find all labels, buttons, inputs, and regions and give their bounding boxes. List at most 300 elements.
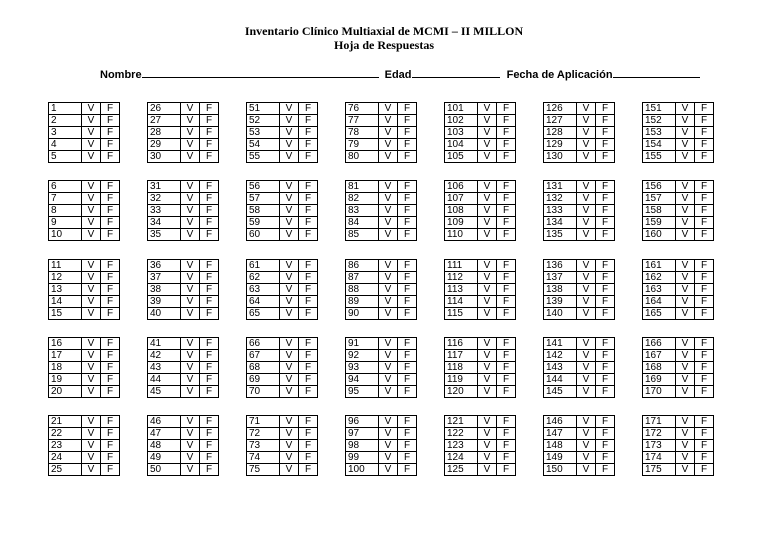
false-option[interactable]: F	[200, 350, 219, 362]
true-option[interactable]: V	[82, 440, 101, 452]
true-option[interactable]: V	[181, 386, 200, 398]
true-option[interactable]: V	[478, 139, 497, 151]
true-option[interactable]: V	[577, 308, 596, 320]
false-option[interactable]: F	[695, 217, 714, 229]
false-option[interactable]: F	[299, 296, 318, 308]
false-option[interactable]: F	[101, 229, 120, 241]
true-option[interactable]: V	[379, 296, 398, 308]
true-option[interactable]: V	[676, 127, 695, 139]
true-option[interactable]: V	[577, 416, 596, 428]
false-option[interactable]: F	[101, 464, 120, 476]
true-option[interactable]: V	[577, 440, 596, 452]
true-option[interactable]: V	[181, 284, 200, 296]
true-option[interactable]: V	[280, 338, 299, 350]
false-option[interactable]: F	[299, 374, 318, 386]
false-option[interactable]: F	[695, 464, 714, 476]
true-option[interactable]: V	[676, 386, 695, 398]
true-option[interactable]: V	[181, 428, 200, 440]
false-option[interactable]: F	[101, 452, 120, 464]
false-option[interactable]: F	[200, 308, 219, 320]
true-option[interactable]: V	[577, 338, 596, 350]
true-option[interactable]: V	[478, 386, 497, 398]
true-option[interactable]: V	[577, 296, 596, 308]
true-option[interactable]: V	[280, 350, 299, 362]
false-option[interactable]: F	[299, 205, 318, 217]
false-option[interactable]: F	[695, 284, 714, 296]
false-option[interactable]: F	[596, 103, 615, 115]
false-option[interactable]: F	[596, 296, 615, 308]
false-option[interactable]: F	[497, 127, 516, 139]
true-option[interactable]: V	[478, 350, 497, 362]
true-option[interactable]: V	[478, 308, 497, 320]
true-option[interactable]: V	[280, 296, 299, 308]
false-option[interactable]: F	[200, 416, 219, 428]
true-option[interactable]: V	[577, 350, 596, 362]
false-option[interactable]: F	[398, 416, 417, 428]
false-option[interactable]: F	[596, 272, 615, 284]
false-option[interactable]: F	[398, 350, 417, 362]
true-option[interactable]: V	[676, 374, 695, 386]
false-option[interactable]: F	[299, 452, 318, 464]
false-option[interactable]: F	[299, 229, 318, 241]
true-option[interactable]: V	[478, 338, 497, 350]
false-option[interactable]: F	[497, 416, 516, 428]
true-option[interactable]: V	[181, 229, 200, 241]
false-option[interactable]: F	[398, 229, 417, 241]
false-option[interactable]: F	[200, 374, 219, 386]
false-option[interactable]: F	[596, 181, 615, 193]
true-option[interactable]: V	[577, 260, 596, 272]
false-option[interactable]: F	[497, 440, 516, 452]
true-option[interactable]: V	[676, 464, 695, 476]
true-option[interactable]: V	[181, 362, 200, 374]
false-option[interactable]: F	[299, 139, 318, 151]
true-option[interactable]: V	[577, 452, 596, 464]
true-option[interactable]: V	[82, 428, 101, 440]
true-option[interactable]: V	[676, 217, 695, 229]
true-option[interactable]: V	[82, 151, 101, 163]
true-option[interactable]: V	[478, 127, 497, 139]
true-option[interactable]: V	[280, 452, 299, 464]
true-option[interactable]: V	[379, 440, 398, 452]
true-option[interactable]: V	[82, 181, 101, 193]
true-option[interactable]: V	[280, 139, 299, 151]
true-option[interactable]: V	[181, 464, 200, 476]
true-option[interactable]: V	[676, 452, 695, 464]
false-option[interactable]: F	[497, 464, 516, 476]
false-option[interactable]: F	[101, 115, 120, 127]
true-option[interactable]: V	[280, 229, 299, 241]
true-option[interactable]: V	[379, 452, 398, 464]
true-option[interactable]: V	[478, 151, 497, 163]
false-option[interactable]: F	[596, 284, 615, 296]
true-option[interactable]: V	[676, 193, 695, 205]
false-option[interactable]: F	[695, 103, 714, 115]
false-option[interactable]: F	[398, 217, 417, 229]
true-option[interactable]: V	[478, 103, 497, 115]
false-option[interactable]: F	[200, 428, 219, 440]
false-option[interactable]: F	[695, 374, 714, 386]
true-option[interactable]: V	[82, 308, 101, 320]
false-option[interactable]: F	[398, 362, 417, 374]
false-option[interactable]: F	[299, 440, 318, 452]
true-option[interactable]: V	[181, 127, 200, 139]
false-option[interactable]: F	[596, 386, 615, 398]
false-option[interactable]: F	[497, 217, 516, 229]
true-option[interactable]: V	[181, 205, 200, 217]
false-option[interactable]: F	[497, 272, 516, 284]
false-option[interactable]: F	[497, 284, 516, 296]
true-option[interactable]: V	[478, 284, 497, 296]
false-option[interactable]: F	[398, 296, 417, 308]
true-option[interactable]: V	[280, 217, 299, 229]
true-option[interactable]: V	[676, 205, 695, 217]
false-option[interactable]: F	[398, 428, 417, 440]
true-option[interactable]: V	[478, 272, 497, 284]
true-option[interactable]: V	[478, 374, 497, 386]
false-option[interactable]: F	[200, 440, 219, 452]
false-option[interactable]: F	[695, 440, 714, 452]
true-option[interactable]: V	[280, 103, 299, 115]
true-option[interactable]: V	[676, 362, 695, 374]
false-option[interactable]: F	[695, 151, 714, 163]
true-option[interactable]: V	[577, 205, 596, 217]
false-option[interactable]: F	[101, 386, 120, 398]
false-option[interactable]: F	[299, 217, 318, 229]
true-option[interactable]: V	[280, 308, 299, 320]
true-option[interactable]: V	[82, 260, 101, 272]
true-option[interactable]: V	[181, 338, 200, 350]
true-option[interactable]: V	[478, 452, 497, 464]
true-option[interactable]: V	[181, 115, 200, 127]
false-option[interactable]: F	[695, 193, 714, 205]
true-option[interactable]: V	[280, 362, 299, 374]
true-option[interactable]: V	[478, 115, 497, 127]
false-option[interactable]: F	[101, 296, 120, 308]
true-option[interactable]: V	[379, 205, 398, 217]
true-option[interactable]: V	[82, 193, 101, 205]
true-option[interactable]: V	[82, 272, 101, 284]
true-option[interactable]: V	[577, 181, 596, 193]
true-option[interactable]: V	[379, 229, 398, 241]
true-option[interactable]: V	[181, 416, 200, 428]
false-option[interactable]: F	[695, 229, 714, 241]
false-option[interactable]: F	[596, 428, 615, 440]
false-option[interactable]: F	[200, 193, 219, 205]
true-option[interactable]: V	[181, 103, 200, 115]
true-option[interactable]: V	[577, 151, 596, 163]
false-option[interactable]: F	[695, 296, 714, 308]
true-option[interactable]: V	[577, 428, 596, 440]
true-option[interactable]: V	[379, 151, 398, 163]
false-option[interactable]: F	[299, 362, 318, 374]
false-option[interactable]: F	[200, 386, 219, 398]
true-option[interactable]: V	[379, 139, 398, 151]
false-option[interactable]: F	[695, 386, 714, 398]
false-option[interactable]: F	[299, 308, 318, 320]
false-option[interactable]: F	[398, 374, 417, 386]
true-option[interactable]: V	[181, 151, 200, 163]
true-option[interactable]: V	[676, 115, 695, 127]
false-option[interactable]: F	[101, 103, 120, 115]
true-option[interactable]: V	[676, 151, 695, 163]
true-option[interactable]: V	[82, 205, 101, 217]
false-option[interactable]: F	[497, 193, 516, 205]
true-option[interactable]: V	[181, 217, 200, 229]
true-option[interactable]: V	[379, 103, 398, 115]
true-option[interactable]: V	[82, 374, 101, 386]
true-option[interactable]: V	[82, 217, 101, 229]
false-option[interactable]: F	[695, 362, 714, 374]
true-option[interactable]: V	[676, 181, 695, 193]
false-option[interactable]: F	[695, 115, 714, 127]
false-option[interactable]: F	[398, 464, 417, 476]
true-option[interactable]: V	[478, 260, 497, 272]
true-option[interactable]: V	[478, 205, 497, 217]
false-option[interactable]: F	[101, 127, 120, 139]
false-option[interactable]: F	[299, 103, 318, 115]
false-option[interactable]: F	[200, 151, 219, 163]
true-option[interactable]: V	[379, 181, 398, 193]
false-option[interactable]: F	[200, 139, 219, 151]
true-option[interactable]: V	[577, 193, 596, 205]
true-option[interactable]: V	[379, 217, 398, 229]
edad-field[interactable]	[412, 68, 500, 78]
false-option[interactable]: F	[299, 127, 318, 139]
true-option[interactable]: V	[280, 284, 299, 296]
false-option[interactable]: F	[596, 260, 615, 272]
true-option[interactable]: V	[280, 115, 299, 127]
false-option[interactable]: F	[200, 103, 219, 115]
true-option[interactable]: V	[379, 272, 398, 284]
false-option[interactable]: F	[200, 272, 219, 284]
true-option[interactable]: V	[478, 193, 497, 205]
false-option[interactable]: F	[101, 272, 120, 284]
true-option[interactable]: V	[478, 416, 497, 428]
true-option[interactable]: V	[181, 193, 200, 205]
true-option[interactable]: V	[82, 115, 101, 127]
true-option[interactable]: V	[577, 272, 596, 284]
false-option[interactable]: F	[398, 386, 417, 398]
false-option[interactable]: F	[497, 151, 516, 163]
true-option[interactable]: V	[280, 428, 299, 440]
true-option[interactable]: V	[676, 338, 695, 350]
false-option[interactable]: F	[398, 440, 417, 452]
false-option[interactable]: F	[299, 260, 318, 272]
false-option[interactable]: F	[299, 428, 318, 440]
false-option[interactable]: F	[695, 260, 714, 272]
true-option[interactable]: V	[280, 272, 299, 284]
true-option[interactable]: V	[181, 308, 200, 320]
false-option[interactable]: F	[596, 229, 615, 241]
false-option[interactable]: F	[101, 362, 120, 374]
false-option[interactable]: F	[596, 362, 615, 374]
true-option[interactable]: V	[478, 428, 497, 440]
false-option[interactable]: F	[200, 181, 219, 193]
false-option[interactable]: F	[497, 205, 516, 217]
true-option[interactable]: V	[280, 127, 299, 139]
false-option[interactable]: F	[101, 440, 120, 452]
true-option[interactable]: V	[379, 428, 398, 440]
true-option[interactable]: V	[181, 374, 200, 386]
false-option[interactable]: F	[398, 139, 417, 151]
false-option[interactable]: F	[200, 127, 219, 139]
false-option[interactable]: F	[596, 350, 615, 362]
true-option[interactable]: V	[379, 350, 398, 362]
true-option[interactable]: V	[577, 127, 596, 139]
false-option[interactable]: F	[596, 193, 615, 205]
true-option[interactable]: V	[379, 464, 398, 476]
false-option[interactable]: F	[596, 127, 615, 139]
true-option[interactable]: V	[577, 229, 596, 241]
false-option[interactable]: F	[497, 338, 516, 350]
true-option[interactable]: V	[379, 193, 398, 205]
true-option[interactable]: V	[280, 464, 299, 476]
false-option[interactable]: F	[200, 205, 219, 217]
true-option[interactable]: V	[577, 464, 596, 476]
true-option[interactable]: V	[280, 416, 299, 428]
true-option[interactable]: V	[280, 440, 299, 452]
true-option[interactable]: V	[379, 284, 398, 296]
false-option[interactable]: F	[299, 350, 318, 362]
false-option[interactable]: F	[695, 272, 714, 284]
true-option[interactable]: V	[181, 260, 200, 272]
false-option[interactable]: F	[299, 464, 318, 476]
false-option[interactable]: F	[497, 374, 516, 386]
true-option[interactable]: V	[82, 452, 101, 464]
false-option[interactable]: F	[101, 284, 120, 296]
false-option[interactable]: F	[398, 205, 417, 217]
false-option[interactable]: F	[200, 217, 219, 229]
true-option[interactable]: V	[82, 386, 101, 398]
false-option[interactable]: F	[299, 151, 318, 163]
true-option[interactable]: V	[280, 205, 299, 217]
false-option[interactable]: F	[398, 272, 417, 284]
false-option[interactable]: F	[497, 181, 516, 193]
false-option[interactable]: F	[398, 181, 417, 193]
true-option[interactable]: V	[676, 272, 695, 284]
false-option[interactable]: F	[596, 374, 615, 386]
false-option[interactable]: F	[200, 115, 219, 127]
false-option[interactable]: F	[497, 428, 516, 440]
false-option[interactable]: F	[497, 229, 516, 241]
false-option[interactable]: F	[299, 284, 318, 296]
true-option[interactable]: V	[280, 386, 299, 398]
fecha-field[interactable]	[613, 68, 700, 78]
true-option[interactable]: V	[676, 428, 695, 440]
true-option[interactable]: V	[82, 350, 101, 362]
true-option[interactable]: V	[82, 284, 101, 296]
true-option[interactable]: V	[280, 151, 299, 163]
true-option[interactable]: V	[379, 308, 398, 320]
true-option[interactable]: V	[676, 440, 695, 452]
true-option[interactable]: V	[676, 308, 695, 320]
false-option[interactable]: F	[497, 452, 516, 464]
true-option[interactable]: V	[379, 338, 398, 350]
true-option[interactable]: V	[379, 260, 398, 272]
false-option[interactable]: F	[101, 350, 120, 362]
false-option[interactable]: F	[101, 338, 120, 350]
false-option[interactable]: F	[299, 338, 318, 350]
true-option[interactable]: V	[577, 386, 596, 398]
false-option[interactable]: F	[200, 284, 219, 296]
true-option[interactable]: V	[82, 416, 101, 428]
true-option[interactable]: V	[676, 416, 695, 428]
true-option[interactable]: V	[181, 350, 200, 362]
false-option[interactable]: F	[200, 464, 219, 476]
false-option[interactable]: F	[497, 350, 516, 362]
true-option[interactable]: V	[181, 440, 200, 452]
true-option[interactable]: V	[280, 181, 299, 193]
false-option[interactable]: F	[497, 115, 516, 127]
false-option[interactable]: F	[695, 338, 714, 350]
true-option[interactable]: V	[478, 296, 497, 308]
false-option[interactable]: F	[695, 308, 714, 320]
true-option[interactable]: V	[280, 260, 299, 272]
false-option[interactable]: F	[497, 139, 516, 151]
false-option[interactable]: F	[101, 139, 120, 151]
false-option[interactable]: F	[398, 308, 417, 320]
true-option[interactable]: V	[82, 338, 101, 350]
nombre-field[interactable]	[142, 68, 379, 78]
false-option[interactable]: F	[398, 193, 417, 205]
true-option[interactable]: V	[478, 362, 497, 374]
true-option[interactable]: V	[478, 440, 497, 452]
true-option[interactable]: V	[82, 464, 101, 476]
true-option[interactable]: V	[577, 284, 596, 296]
false-option[interactable]: F	[299, 272, 318, 284]
true-option[interactable]: V	[676, 139, 695, 151]
true-option[interactable]: V	[577, 103, 596, 115]
true-option[interactable]: V	[379, 115, 398, 127]
false-option[interactable]: F	[596, 151, 615, 163]
false-option[interactable]: F	[200, 452, 219, 464]
true-option[interactable]: V	[280, 374, 299, 386]
false-option[interactable]: F	[596, 452, 615, 464]
true-option[interactable]: V	[82, 362, 101, 374]
false-option[interactable]: F	[101, 374, 120, 386]
false-option[interactable]: F	[299, 193, 318, 205]
false-option[interactable]: F	[398, 127, 417, 139]
false-option[interactable]: F	[101, 217, 120, 229]
false-option[interactable]: F	[596, 205, 615, 217]
true-option[interactable]: V	[181, 272, 200, 284]
true-option[interactable]: V	[577, 217, 596, 229]
false-option[interactable]: F	[695, 127, 714, 139]
false-option[interactable]: F	[101, 428, 120, 440]
true-option[interactable]: V	[478, 229, 497, 241]
false-option[interactable]: F	[398, 103, 417, 115]
false-option[interactable]: F	[497, 362, 516, 374]
false-option[interactable]: F	[695, 428, 714, 440]
false-option[interactable]: F	[596, 464, 615, 476]
false-option[interactable]: F	[596, 416, 615, 428]
false-option[interactable]: F	[497, 308, 516, 320]
false-option[interactable]: F	[497, 296, 516, 308]
false-option[interactable]: F	[398, 452, 417, 464]
false-option[interactable]: F	[101, 416, 120, 428]
false-option[interactable]: F	[101, 308, 120, 320]
true-option[interactable]: V	[82, 103, 101, 115]
true-option[interactable]: V	[577, 374, 596, 386]
true-option[interactable]: V	[379, 127, 398, 139]
false-option[interactable]: F	[101, 193, 120, 205]
true-option[interactable]: V	[379, 386, 398, 398]
true-option[interactable]: V	[577, 139, 596, 151]
false-option[interactable]: F	[695, 416, 714, 428]
false-option[interactable]: F	[299, 115, 318, 127]
true-option[interactable]: V	[280, 193, 299, 205]
